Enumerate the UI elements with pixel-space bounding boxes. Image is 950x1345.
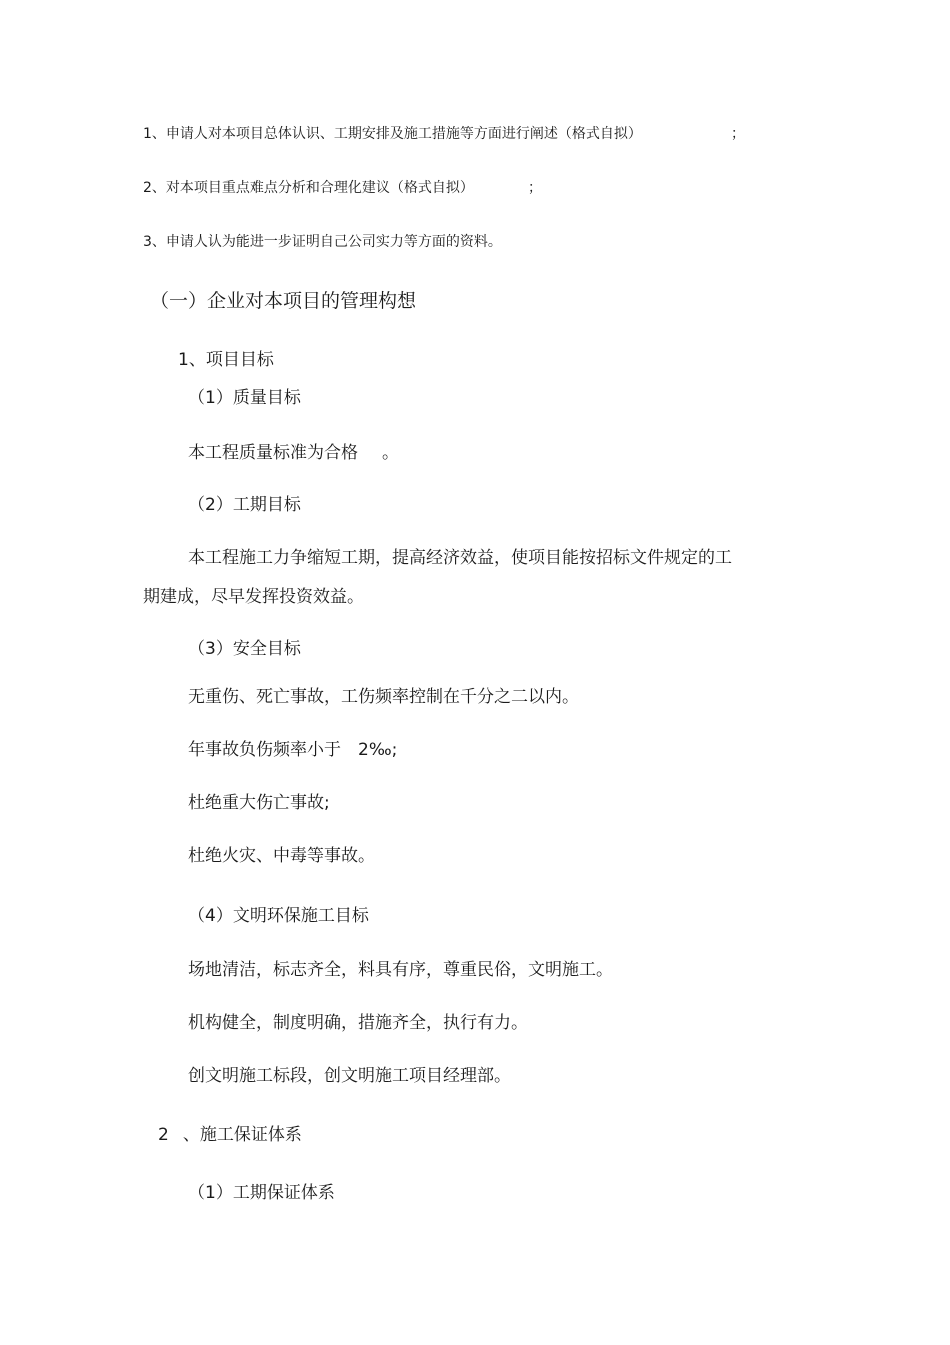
intro-item-2 xyxy=(143,181,474,195)
schedule-guarantee-heading: （1）工期保证体系 xyxy=(188,1183,335,1203)
quality-goal-text-main: 本工程质量标准为合格 xyxy=(188,443,358,463)
safety-goal-line2: 年事故负伤频率小于 2‰; xyxy=(188,740,398,760)
guarantee-system-heading-text: 、施工保证体系 xyxy=(182,1125,302,1145)
section-title: （一）企业对本项目的管理构想 xyxy=(150,290,417,312)
safety-goal-line3: 杜绝重大伤亡事故; xyxy=(188,793,330,813)
intro-item-1 xyxy=(143,127,642,141)
intro-item-1-text: 1、申请人对本项目总体认识、工期安排及施工措施等方面进行阐述（格式自拟） xyxy=(143,126,642,142)
schedule-goal-heading: （2）工期目标 xyxy=(188,495,301,515)
guarantee-system-heading xyxy=(158,1127,302,1144)
civilized-goal-line2: 机构健全，制度明确，措施齐全，执行有力。 xyxy=(188,1013,528,1033)
intro-item-1-end: ； xyxy=(731,126,745,142)
project-goals-heading: 1、项目目标 xyxy=(178,350,274,370)
schedule-goal-text-line1: 本工程施工力争缩短工期，提高经济效益，使项目能按招标文件规定的工 xyxy=(188,548,732,568)
quality-goal-text-end: 。 xyxy=(382,443,399,463)
quality-goal-text xyxy=(188,445,399,462)
intro-item-3: 3、申请人认为能进一步证明自己公司实力等方面的资料。 xyxy=(143,234,502,250)
safety-goal-line1: 无重伤、死亡事故，工伤频率控制在千分之二以内。 xyxy=(188,687,579,707)
civilized-goal-line1: 场地清洁，标志齐全，料具有序，尊重民俗，文明施工。 xyxy=(188,960,613,980)
quality-goal-heading: （1）质量目标 xyxy=(188,388,301,408)
safety-goal-line4: 杜绝火灾、中毒等事故。 xyxy=(188,846,375,866)
civilized-goal-heading: （4）文明环保施工目标 xyxy=(188,906,369,926)
schedule-goal-text-line2: 期建成，尽早发挥投资效益。 xyxy=(143,587,364,607)
intro-item-2-end: ； xyxy=(528,180,542,196)
civilized-goal-line3: 创文明施工标段，创文明施工项目经理部。 xyxy=(188,1066,511,1086)
guarantee-system-heading-num: 2 xyxy=(158,1125,169,1145)
intro-item-2-text: 2、对本项目重点难点分析和合理化建议（格式自拟） xyxy=(143,180,474,196)
safety-goal-heading: （3）安全目标 xyxy=(188,639,301,659)
